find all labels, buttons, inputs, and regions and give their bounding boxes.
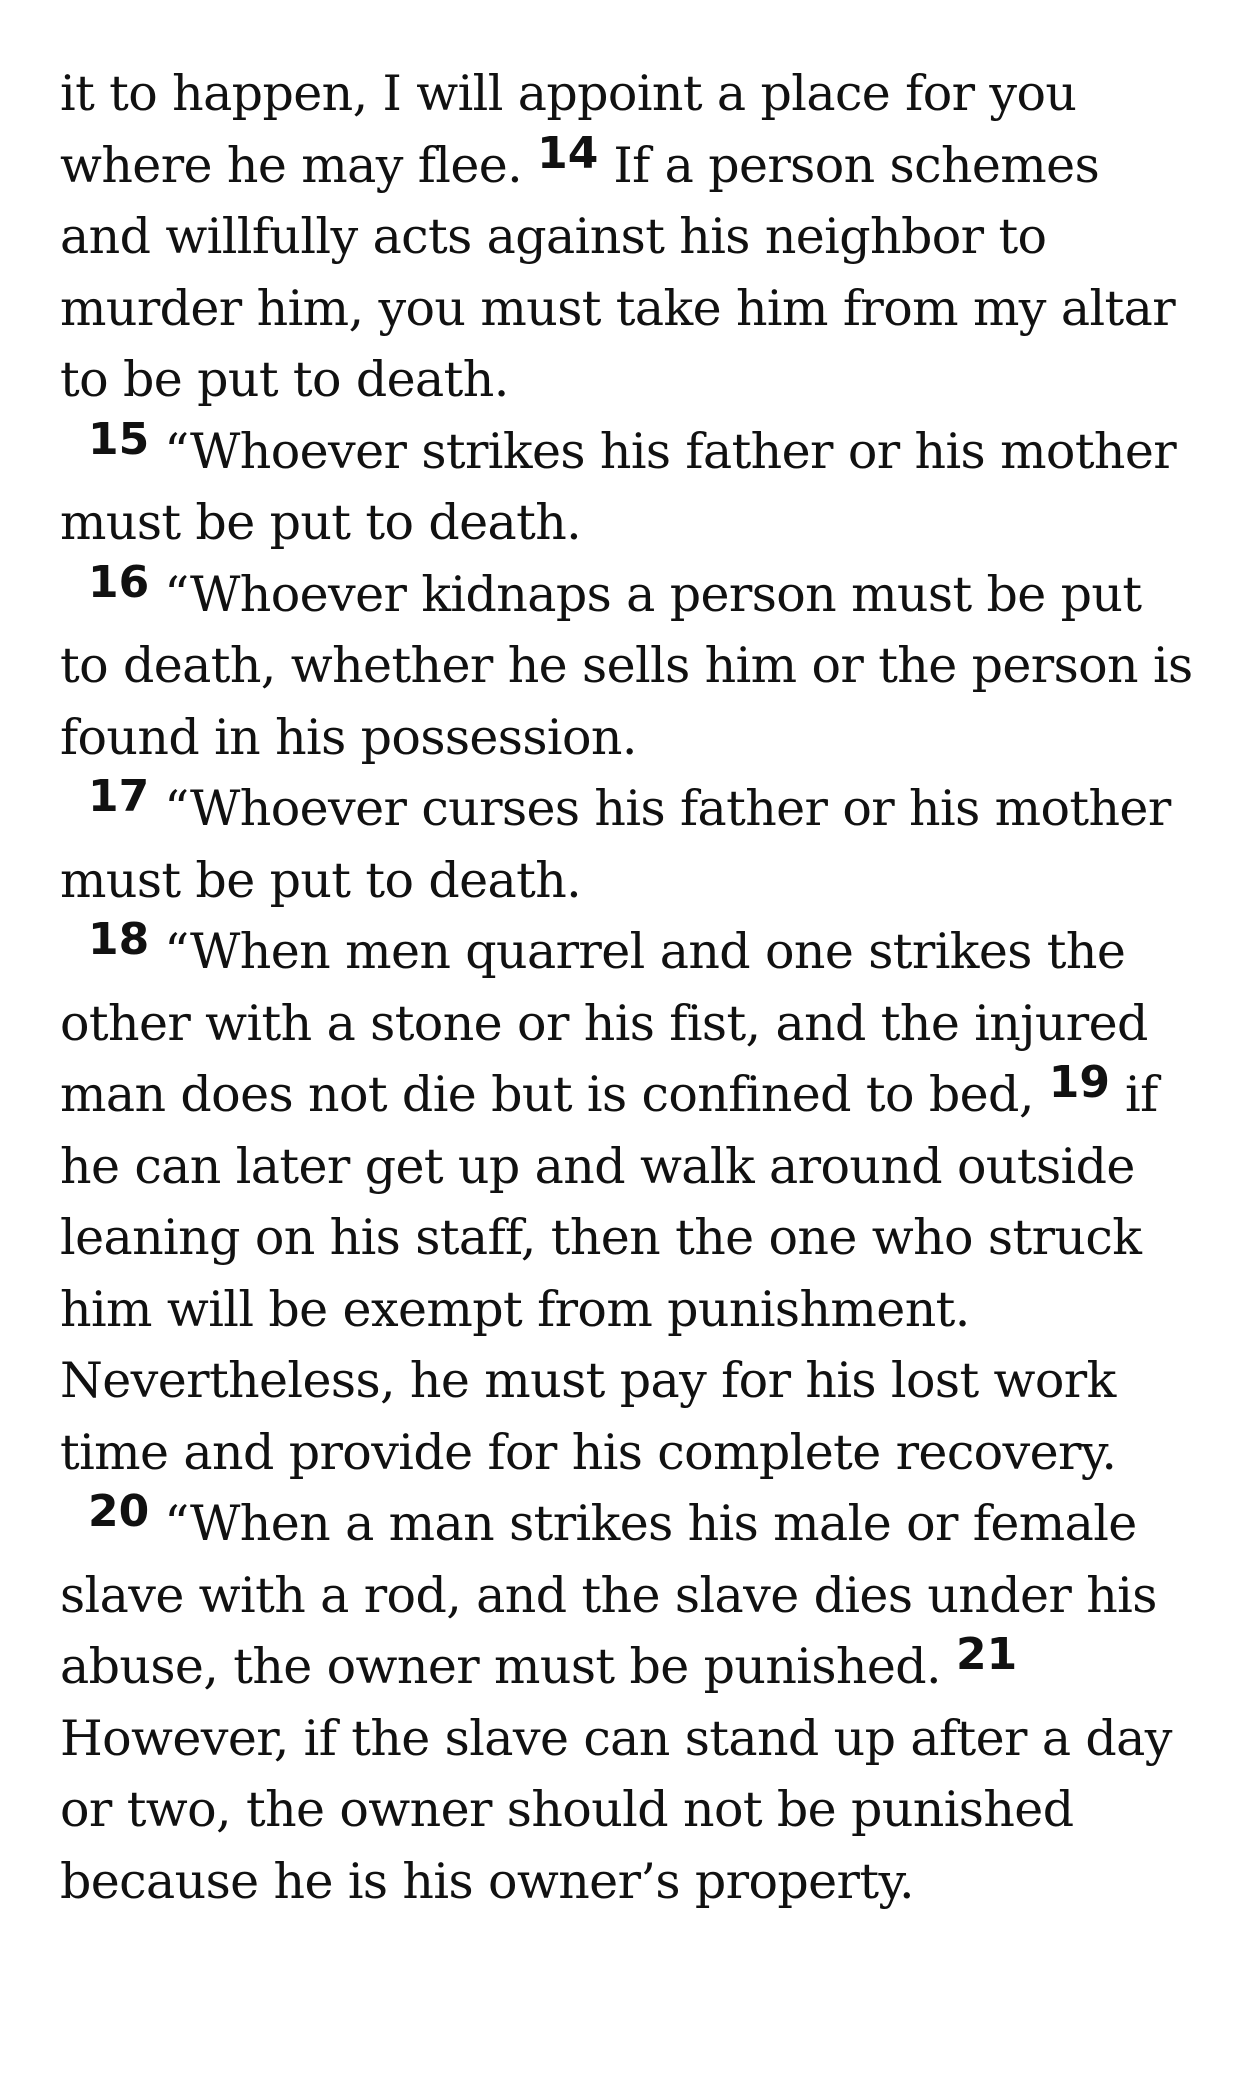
verse-number: 18 bbox=[88, 914, 150, 965]
paragraph bbox=[60, 58, 1200, 416]
verse-text: it to happen, I will appoint a place for you where he may flee. bbox=[60, 65, 1077, 194]
verse-number: 16 bbox=[88, 556, 150, 608]
paragraph bbox=[60, 773, 1200, 916]
paragraph bbox=[60, 413, 1200, 559]
verse-text: “Whoever kidnaps a person must be put to death, whether he sells him or the person is found in his possession. bbox=[60, 565, 1193, 766]
verse-number: 20 bbox=[88, 1486, 150, 1537]
verse-number: 14 bbox=[537, 127, 599, 179]
verse-text: “When a man strikes his male or female slave with a rod, and the slave dies under his abuse, the owner must be punished. bbox=[60, 1495, 1157, 1695]
verse-text: “When men quarrel and one strikes the other with a stone or his fist, and the injured man does not die but is confined to bed, bbox=[60, 923, 1148, 1123]
verse-number: 21 bbox=[956, 1629, 1018, 1680]
verse-text: If a person schemes and willfully acts against his neighbor to murder him, you must take him from my altar to be put to death. bbox=[60, 136, 1176, 408]
verse-text: However, if the slave can stand up after a day or two, the owner should not be punished because he is his owner’s property. bbox=[60, 1709, 1172, 1910]
verse-text: “Whoever curses his father or his mother must be put to death. bbox=[60, 780, 1171, 909]
verse-number: 17 bbox=[88, 771, 150, 822]
verse-number: 19 bbox=[1048, 1057, 1111, 1108]
paragraph bbox=[60, 556, 1200, 774]
paragraph bbox=[60, 1488, 1200, 1917]
reader-page bbox=[60, 58, 1200, 1917]
verse-text: if he can later get up and walk around outside leaning on his staff, then the one who struck him will be exempt from punishment. Nevertheless, he must pay for his lost work time and provide for his complete recovery. bbox=[60, 1066, 1158, 1481]
verse-number: 15 bbox=[88, 413, 150, 465]
verse-text: “Whoever strikes his father or his mother must be put to death. bbox=[60, 422, 1177, 551]
paragraph bbox=[60, 916, 1200, 1488]
